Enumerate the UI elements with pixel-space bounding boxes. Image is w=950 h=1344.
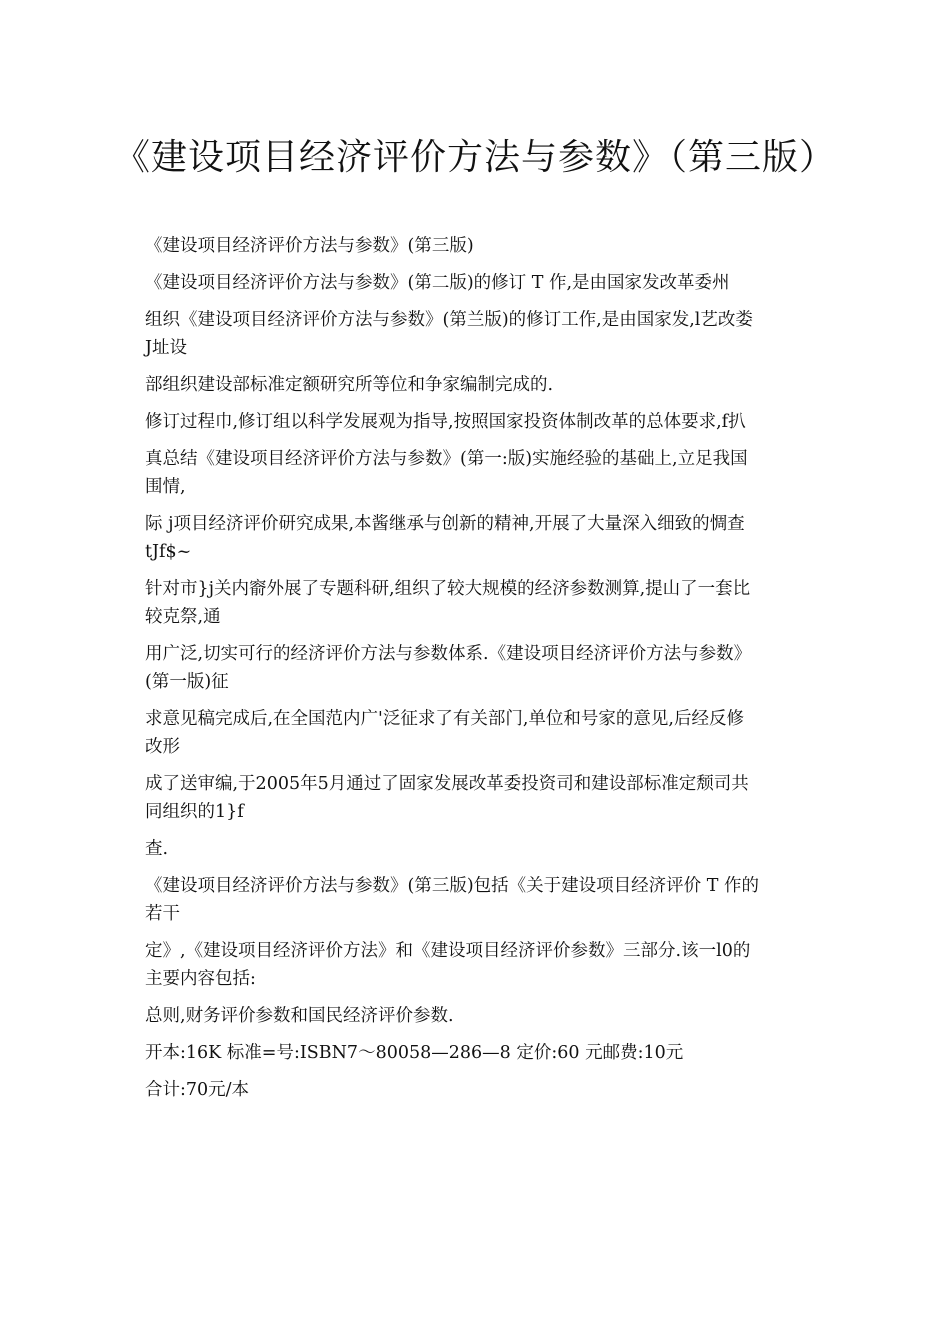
text-line: 开本:16K 标准=号:ISBN7～80058—286—8 定价:60 元邮费:10元 bbox=[145, 1043, 684, 1063]
text-line: 求意见稿完成后,在全国范内广'泛征求了有关部门,单位和号家的意见,后经反修 bbox=[145, 709, 744, 729]
text-line: 修订过程巾,修订组以科学发展观为指导,按照国家投资体制改革的总体要求,f扒 bbox=[145, 412, 746, 432]
text-line: 同组织的1}f bbox=[145, 802, 244, 822]
text-line: 部组织建设部标准定额研究所等位和争家编制完成的. bbox=[145, 375, 554, 395]
text-line: 针对市}j关内窬外展了专题科研,组织了较大规模的经济参数测算,提山了一套比 bbox=[145, 579, 751, 599]
text-line: 组织《建设项目经济评价方法与参数》(第兰版)的修订工作,是由国家发,l艺改娄 bbox=[145, 310, 753, 330]
text-line: 成了送审编,于2005年5月通过了固家发展改革委投资司和建设部标准定颓司共 bbox=[145, 774, 749, 794]
text-line: 较克祭,通 bbox=[145, 607, 221, 627]
text-line: 真总结《建设项目经济评价方法与参数》(第一:版)实施经验的基础上,立足我国 bbox=[145, 449, 748, 469]
text-line: 定》,《建设项目经济评价方法》和《建设项目经济评价参数》三部分.该一l0的 bbox=[145, 941, 751, 961]
text-line: 际 j项目经济评价研究成果,本酱继承与创新的精神,开展了大量深入细致的惆查 bbox=[145, 514, 745, 534]
text-line: 总则,财务评价参数和国民经济评价参数. bbox=[145, 1006, 454, 1026]
document-title: 《建设项目经济评价方法与参数》（第三版） bbox=[113, 137, 836, 178]
document-body bbox=[145, 232, 815, 1104]
text-line: tJf$~ bbox=[145, 542, 192, 562]
text-line: 合计:70元/本 bbox=[145, 1080, 250, 1100]
text-line: J址设 bbox=[145, 338, 188, 358]
text-line: 围情, bbox=[145, 477, 186, 497]
text-line: 《建设项目经济评价方法与参数》(第三版) bbox=[145, 236, 474, 256]
text-line: (第一版)征 bbox=[145, 672, 229, 692]
text-line: 查. bbox=[145, 839, 169, 859]
text-line: 用广泛,切实可行的经济评价方法与参数体系.《建设项目经济评价方法与参数》 bbox=[145, 644, 752, 664]
text-line: 改形 bbox=[145, 737, 180, 757]
text-line: 若干 bbox=[145, 904, 180, 924]
text-line: 主要内容包括: bbox=[145, 969, 256, 989]
text-line: 《建设项目经济评价方法与参数》(第二版)的修订 T 作,是由国家发改革委州 bbox=[145, 273, 730, 293]
text-line: 《建设项目经济评价方法与参数》(第三版)包括《关于建设项目经济评价 T 作的 bbox=[145, 876, 759, 896]
